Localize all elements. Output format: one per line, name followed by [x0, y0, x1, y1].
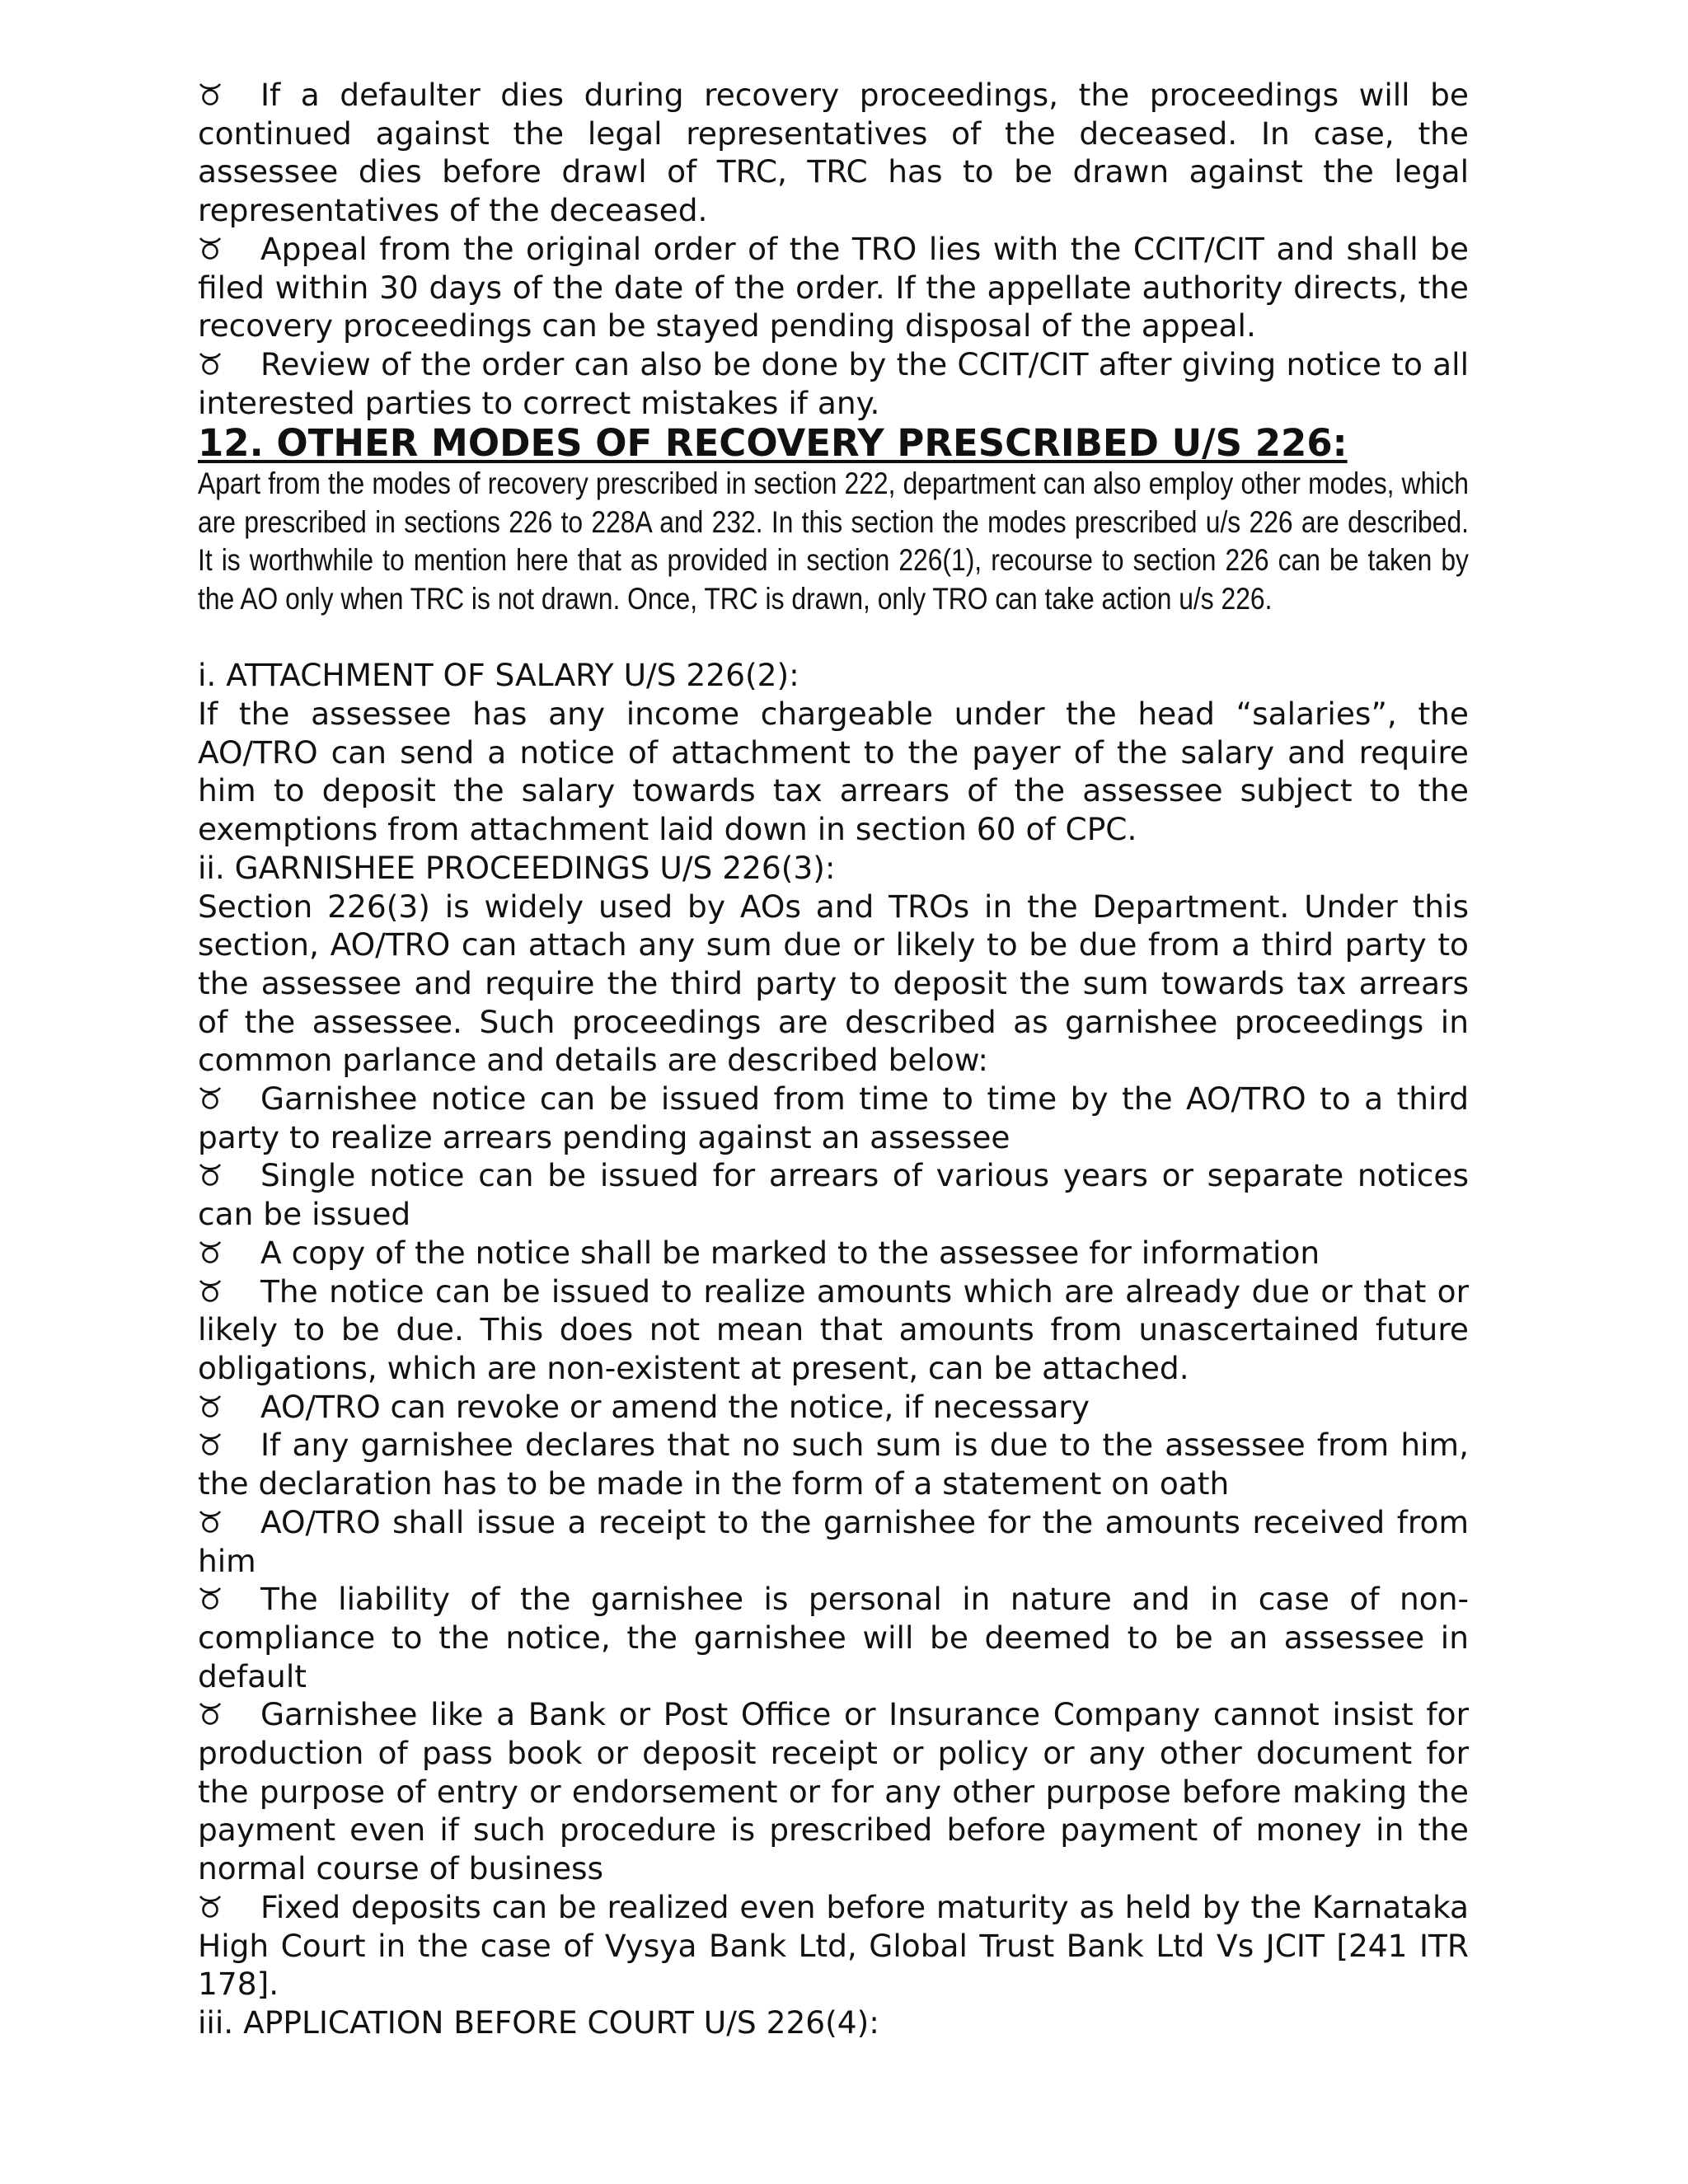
taurus-symbol-icon	[198, 1426, 227, 1465]
garnishee-bullet-list	[198, 1080, 1469, 2004]
subsection-heading-garnishee: ii. GARNISHEE PROCEEDINGS U/S 226(3):	[198, 849, 836, 886]
intro-wrapper	[198, 465, 1469, 656]
taurus-symbol-icon	[198, 1580, 227, 1619]
taurus-symbol-icon	[198, 1388, 227, 1427]
taurus-symbol-icon	[198, 76, 227, 115]
garnishee-paragraph: Section 226(3) is widely used by AOs and TROs in the Department. Under this section, AO/TRO can attach any sum due or likely to be due from a third party to the assessee and require the third party to deposit the sum towards tax arrears of the assessee. Such proceedings are described as garnishee proceedings in common parlance and details are described below:	[198, 888, 1469, 1079]
taurus-symbol-icon	[198, 1234, 227, 1272]
taurus-symbol-icon	[198, 1080, 227, 1118]
bullet-item: Single notice can be issued for arrears of various years or separate notices can be issued	[198, 1157, 1469, 1233]
bullet-item: If any garnishee declares that no such sum is due to the assessee from him, the declaration has to be made in the form of a statement on oath	[198, 1427, 1469, 1502]
bullet-item: AO/TRO can revoke or amend the notice, if necessary	[198, 1388, 1469, 1427]
document-body	[198, 76, 1469, 2042]
taurus-symbol-icon	[198, 1272, 227, 1311]
bullet-item: A copy of the notice shall be marked to the assessee for information	[198, 1234, 1469, 1272]
taurus-symbol-icon	[198, 230, 227, 269]
bullet-item: Garnishee like a Bank or Post Office or Insurance Company cannot insist for production of pass book or deposit receipt or policy or any other document for the purpose of entry or endorsement or for any other purpose before making the payment even if such procedure is prescribed before payment of money in the normal course of business	[198, 1696, 1469, 1887]
bullet-item: The notice can be issued to realize amounts which are already due or that or likely to be due. This does not mean that amounts from unascertained future obligations, which are non-existent at present, can be attached.	[198, 1272, 1469, 1386]
top-bullet-list	[198, 76, 1469, 422]
bullet-item: Review of the order can also be done by the CCIT/CIT after giving notice to all interested parties to correct mistakes if any.	[198, 345, 1469, 421]
bullet-item: Appeal from the original order of the TRO lies with the CCIT/CIT and shall be filed within 30 days of the date of the order. If the appellate authority directs, the recovery proceedings can be stayed pending disposal of the appeal.	[198, 230, 1469, 344]
bullet-item: Fixed deposits can be realized even before maturity as held by the Karnataka High Court in the case of Vysya Bank Ltd, Global Trust Bank Ltd Vs JCIT [241 ITR 178].	[198, 1888, 1469, 2003]
subsection-heading-court: iii. APPLICATION BEFORE COURT U/S 226(4):	[198, 2004, 879, 2041]
section-heading: 12. OTHER MODES OF RECOVERY PRESCRIBED U/S 226:	[198, 421, 1348, 466]
taurus-symbol-icon	[198, 1503, 227, 1542]
bullet-item: The liability of the garnishee is personal in nature and in case of non-compliance to the notice, the garnishee will be deemed to be an assessee in default	[198, 1581, 1469, 1694]
taurus-symbol-icon	[198, 345, 227, 384]
bullet-item: If a defaulter dies during recovery proceedings, the proceedings will be continued against the legal representatives of the deceased. In case, the assessee dies before drawl of TRC, TRC has to be drawn against the legal representatives of the deceased.	[198, 77, 1469, 229]
taurus-symbol-icon	[198, 1888, 227, 1927]
bullet-item: AO/TRO shall issue a receipt to the garnishee for the amounts received from him	[198, 1503, 1469, 1579]
taurus-symbol-icon	[198, 1156, 227, 1195]
bullet-item: Garnishee notice can be issued from time to time by the AO/TRO to a third party to realize arrears pending against an assessee	[198, 1080, 1469, 1155]
taurus-symbol-icon	[198, 1695, 227, 1734]
subsection-heading-salary: i. ATTACHMENT OF SALARY U/S 226(2):	[198, 657, 799, 694]
intro-paragraph: Apart from the modes of recovery prescribed in section 222, department can also employ other modes, which are prescribed in sections 226 to 228A and 232. In this section the modes prescribed u/s 226 are described. It is worthwhile to mention here that as provided in section 226(1), recourse to section 226 can be taken by the AO only when TRC is not drawn. Once, TRC is drawn, only TRO can take action u/s 226.	[198, 466, 1469, 616]
salary-paragraph: If the assessee has any income chargeable under the head “salaries”, the AO/TRO can send a notice of attachment to the payer of the salary and require him to deposit the salary towards tax arrears of the assessee subject to the exemptions from attachment laid down in section 60 of CPC.	[198, 696, 1469, 848]
